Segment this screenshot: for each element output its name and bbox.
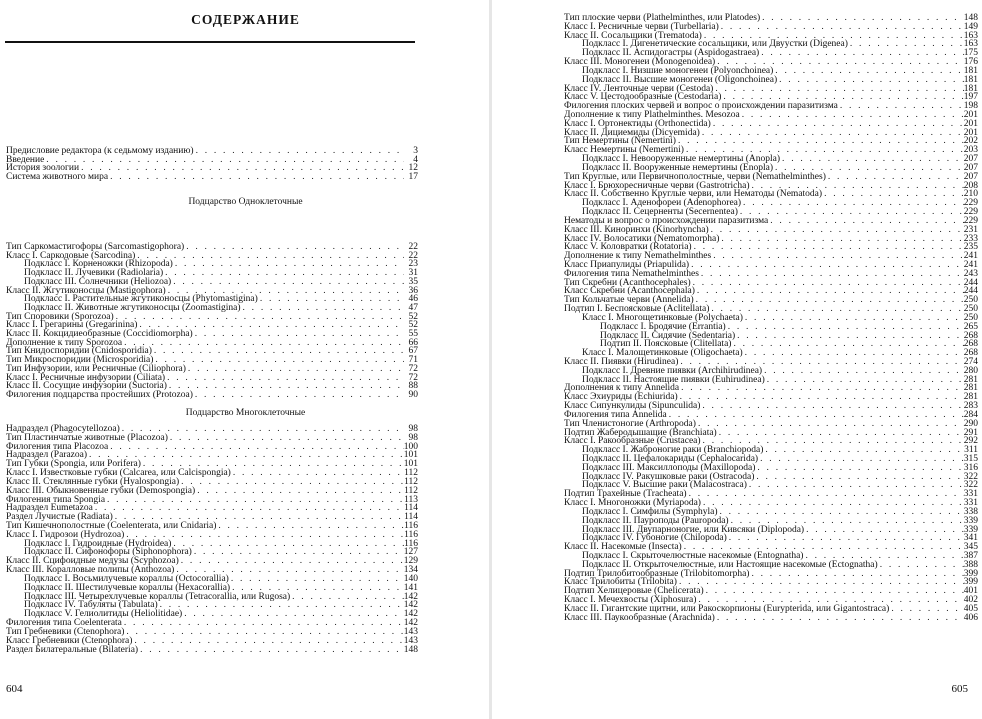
entry-title: Класс II. Насекомые (Insecta): [564, 542, 682, 553]
entry-title: Класс Приапулиды (Priapulida): [564, 259, 690, 270]
page-title: СОДЕРЖАНИЕ: [191, 12, 300, 27]
entry-page-number: 47: [408, 302, 418, 313]
entry-title: Подтип Трахейные (Tracheata): [564, 489, 687, 500]
entry-page-number: 35: [408, 276, 418, 287]
entry-title: Класс II. Стеклянные губки (Hyalospongia): [6, 476, 180, 487]
entry-page-number: 292: [963, 436, 978, 447]
entry-title: Тип Кишечнополостные (Coelenterata, или Cnidaria): [6, 521, 217, 532]
entry-title: Класс II. Жгутиконосцы (Mastigophora): [6, 285, 166, 296]
entry-title: Тип Членистоногие (Arthropoda): [564, 418, 696, 429]
entry-title: Класс IV. Волосатики (Nematomorpha): [564, 233, 720, 244]
entry-page-number: 345: [963, 542, 978, 553]
entry-page-number: 229: [963, 198, 978, 209]
entry-page-number: 402: [963, 595, 978, 606]
entry-page-number: 231: [963, 224, 978, 235]
entry-title: Класс Трилобиты (Trilobita): [564, 577, 677, 588]
entry-title: Тип Книдоспоридии (Cnidosporidia): [6, 346, 152, 357]
entry-title: Класс II. Сцифоидные медузы (Scyphozoa): [6, 556, 179, 567]
entry-title: Подкласс IV. Табуляты (Tabulata): [24, 600, 158, 611]
entry-page-number: 387: [963, 551, 978, 562]
entry-page-number: 280: [963, 365, 978, 376]
entry-page-number: 112: [404, 485, 418, 496]
entry-page-number: 229: [963, 207, 978, 218]
entry-title: Подкласс II. Настоящие пиявки (Euhirudinea): [582, 374, 765, 385]
entry-title: Класс Скребни (Acanthocephala): [564, 286, 695, 297]
entry-page-number: 114: [404, 503, 418, 514]
entry-page-number: 22: [408, 242, 418, 252]
entry-title: Подкласс I. Низшие моногенеи (Polyonchoinea): [582, 65, 774, 76]
entry-title: Класс Эхиуриды (Echiurida): [564, 392, 678, 403]
entry-page-number: 198: [963, 101, 978, 112]
entry-title: Класс I. Многощетинковые (Polychaeta): [582, 312, 743, 323]
entry-page-number: 201: [963, 127, 978, 138]
entry-page-number: 399: [963, 568, 978, 579]
entry-page-number: 339: [963, 515, 978, 526]
entry-page-number: 268: [963, 348, 978, 359]
entry-title: Введение: [6, 154, 45, 165]
entry-page-number: 143: [403, 635, 418, 646]
entry-page-number: 112: [404, 476, 418, 487]
dot-leader: [108, 172, 404, 182]
entry-page-number: 3: [413, 146, 418, 156]
entry-page-number: 142: [403, 591, 418, 602]
entry-page-number: 341: [963, 533, 978, 544]
entry-title: Подкласс IV. Ракушковые раки (Ostracoda): [582, 471, 755, 482]
entry-title: Класс I. Саркодовые (Sarcodina): [6, 250, 136, 261]
entry-page-number: 210: [963, 189, 978, 200]
entry-title: Подкласс I. Жаброногие раки (Branchiopoda): [582, 445, 764, 456]
entry-title: Надраздел (Phagocytellozoa): [6, 424, 120, 434]
entry-page-number: 250: [963, 312, 978, 323]
entry-title: Класс III. Паукообразные (Arachnida): [564, 612, 715, 623]
right-page: [491, 0, 982, 719]
entry-page-number: 281: [963, 383, 978, 394]
entry-title: Класс I. Грегарины (Gregarinina): [6, 320, 138, 331]
entry-title: Класс III. Киноринхи (Kinorhyncha): [564, 224, 709, 235]
entry-title: Подкласс III. Солнечники (Heliozoa): [24, 276, 172, 287]
entry-page-number: 406: [963, 612, 978, 623]
entry-title: Подкласс II. Вооруженные немертины (Enopla): [582, 162, 773, 173]
entry-page-number: 176: [963, 57, 978, 68]
entry-title: Класс I. Гидрозои (Hydrozoa): [6, 529, 125, 540]
entry-title: Филогения типа Spongia: [6, 494, 106, 505]
entry-page-number: 113: [404, 494, 418, 505]
entry-title: Класс I. Ортонектиды (Orthonectida): [564, 118, 711, 129]
entry-title: Класс I. Ресничные черви (Turbellaria): [564, 21, 719, 32]
entry-page-number: 22: [408, 250, 418, 261]
entry-page-number: 140: [403, 573, 418, 584]
entry-page-number: 90: [408, 389, 418, 400]
toc-entry: [6, 390, 418, 400]
entry-title: Тип Микроспоридии (Microsporidia): [6, 355, 154, 366]
entry-page-number: 235: [963, 242, 978, 253]
entry-page-number: 100: [403, 441, 418, 452]
entry-title: Филогения типа Placozoa: [6, 441, 109, 452]
entry-page-number: 148: [403, 644, 418, 655]
toc-entry: [564, 613, 978, 623]
entry-title: Подкласс I. Скрыточелюстные насекомые (Entognatha): [582, 551, 804, 562]
entry-page-number: 401: [963, 586, 978, 597]
entry-page-number: 207: [963, 171, 978, 182]
entry-title: Класс II. Сосальщики (Trematoda): [564, 30, 702, 41]
entry-title: Класс III. Обыкновенные губки (Demospongia): [6, 485, 196, 496]
entry-page-number: 283: [963, 401, 978, 412]
entry-page-number: 98: [408, 432, 418, 443]
entry-title: Тип плоские черви (Plathelminthes, или Platodes): [564, 13, 761, 23]
entry-title: Подкласс II. Шестилучевые кораллы (Hexacorallia): [24, 582, 231, 593]
entry-page-number: 116: [404, 538, 418, 549]
dot-leader: [138, 645, 404, 655]
entry-page-number: 405: [963, 603, 978, 614]
entry-page-number: 67: [408, 346, 418, 357]
entry-title: Филогения типа Coelenterata: [6, 618, 122, 629]
entry-title: Филогения типа Nemathelminthes: [564, 268, 699, 279]
entry-title: Подкласс II. Высшие моногенеи (Oligonchoinea): [582, 74, 778, 85]
entry-page-number: 201: [963, 110, 978, 121]
entry-page-number: 181: [963, 83, 978, 94]
entry-title: Подкласс III. Четырехлучевые кораллы (Tetracorallia, или Rugosa): [24, 591, 291, 602]
entry-page-number: 112: [404, 468, 418, 479]
entry-title: Подкласс III. Максиллоподы (Maxillopoda): [582, 462, 756, 473]
entry-page-number: 17: [408, 172, 418, 183]
entry-page-number: 175: [963, 48, 978, 59]
entry-title: Класс II. Сосущие инфузории (Suctoria): [6, 381, 167, 392]
entry-title: Класс V. Цестодообразные (Cestodaria): [564, 92, 722, 103]
entry-title: Подкласс V. Высшие раки (Malacostraca): [582, 480, 747, 491]
entry-title: Подкласс V. Гелиолитиды (Heliolitidae): [24, 609, 183, 620]
entry-title: Надраздел Eumetazoa: [6, 503, 93, 514]
entry-page-number: 52: [408, 320, 418, 331]
entry-title: Класс Сипункулиды (Sipunculida): [564, 401, 701, 412]
entry-title: Подкласс I. Бродячие (Errantia): [600, 321, 726, 332]
entry-title: Тип Споровики (Sporozoa): [6, 311, 114, 322]
entry-title: Подкласс I. Невооруженные немертины (Anopla): [582, 154, 781, 165]
entry-title: Подкласс I. Гидроидные (Hydroidea): [24, 538, 172, 549]
entry-title: Филогения подцарства простейших (Protozoa): [6, 389, 193, 400]
page-number-left: 604: [6, 683, 23, 695]
entry-page-number: 88: [408, 381, 418, 392]
entry-page-number: 142: [403, 618, 418, 629]
entry-page-number: 243: [963, 268, 978, 279]
entry-title: Тип Круглые, или Первичнополостные, черви (Nemathelminthes): [564, 171, 826, 182]
entry-page-number: 52: [408, 311, 418, 322]
entry-title: Тип Губки (Spongia, или Porifera): [6, 459, 141, 470]
entry-title: Подтип Хелицеровые (Chelicerata): [564, 586, 704, 597]
entry-page-number: 127: [403, 547, 418, 558]
dot-leader: [715, 613, 964, 623]
entry-title: Подкласс II. Пауроподы (Pauropoda): [582, 515, 729, 526]
entry-title: Класс III. Коралловые полипы (Anthozoa): [6, 565, 175, 576]
entry-title: Тип Саркомастигофоры (Sarcomastigophora): [6, 242, 185, 252]
entry-page-number: 281: [963, 374, 978, 385]
entry-page-number: 291: [963, 427, 978, 438]
section-title-multicellular: Подцарство Многоклеточные: [185, 408, 306, 418]
entry-title: Класс II. Гигантские щитни, или Ракоскорпионы (Eurypterida, или Gigantostraca): [564, 603, 890, 614]
entry-page-number: 290: [963, 418, 978, 429]
entry-title: Класс IV. Ленточные черви (Cestoda): [564, 83, 714, 94]
entry-title: Подкласс II. Сецерненты (Secernentea): [582, 207, 738, 218]
entry-title: Класс II. Собственно Круглые черви, или Нематоды (Nematoda): [564, 189, 823, 200]
entry-title: Подкласс III. Двупарноногие, или Кивсяки (Diplopoda): [582, 524, 805, 535]
entry-page-number: 101: [403, 459, 418, 470]
entry-page-number: 339: [963, 524, 978, 535]
entry-title: Раздел Лучистые (Radiata): [6, 512, 113, 523]
entry-title: Подкласс II. Лучевики (Radiolaria): [24, 268, 164, 279]
entry-page-number: 274: [963, 356, 978, 367]
entry-page-number: 241: [963, 251, 978, 262]
entry-title: Подтип I. Беспоясковые (Aclitellata): [564, 304, 710, 315]
entry-title: Тип Кольчатые черви (Annelida): [564, 295, 694, 306]
entry-title: Подтип II. Поясковые (Clitellata): [600, 339, 732, 350]
entry-page-number: 142: [403, 600, 418, 611]
entry-title: Класс V. Коловратки (Rotatoria): [564, 242, 692, 253]
entry-title: Подкласс I. Корненожки (Rhizopoda): [24, 259, 173, 270]
entry-page-number: 284: [963, 409, 978, 420]
page-number-right: 605: [951, 683, 968, 695]
entry-page-number: 12: [408, 163, 418, 174]
entry-page-number: 399: [963, 577, 978, 588]
entry-page-number: 265: [963, 321, 978, 332]
entry-page-number: 268: [963, 339, 978, 350]
entry-page-number: 250: [963, 304, 978, 315]
entry-page-number: 134: [403, 565, 418, 576]
entry-title: Класс II. Пиявки (Hirudinea): [564, 356, 679, 367]
entry-page-number: 244: [963, 277, 978, 288]
entry-page-number: 36: [408, 285, 418, 296]
entry-page-number: 72: [408, 363, 418, 374]
entry-page-number: 142: [403, 609, 418, 620]
entry-title: Класс I. Ракообразные (Crustacea): [564, 436, 701, 447]
entry-page-number: 244: [963, 286, 978, 297]
entry-page-number: 55: [408, 329, 418, 339]
entry-page-number: 129: [403, 556, 418, 567]
entry-page-number: 98: [408, 424, 418, 434]
entry-title: Дополнение к типу Nemathelminthes: [564, 251, 712, 262]
entry-page-number: 181: [963, 74, 978, 85]
entry-title: Подкласс I. Древние пиявки (Archihirudinea): [582, 365, 763, 376]
entry-title: Класс II. Дициемиды (Dicyemida): [564, 127, 700, 138]
entry-page-number: 233: [963, 233, 978, 244]
entry-page-number: 101: [403, 450, 418, 461]
entry-title: Подкласс II. Сифонофоры (Siphonophora): [24, 547, 192, 558]
entry-title: Надраздел (Parazoa): [6, 450, 88, 461]
entry-title: Класс III. Моногенеи (Monogenoidea): [564, 57, 716, 68]
entry-page-number: 202: [963, 136, 978, 147]
entry-title: Тип Инфузории, или Ресничные (Ciliophora): [6, 363, 186, 374]
entry-page-number: 163: [963, 30, 978, 41]
entry-title: Подтип Трилобитообразные (Trilobitomorpha): [564, 568, 750, 579]
entry-page-number: 143: [403, 626, 418, 637]
entry-page-number: 149: [963, 21, 978, 32]
entry-page-number: 116: [404, 529, 418, 540]
entry-title: Класс I. Многоножки (Myriapoda): [564, 498, 701, 509]
entry-title: Филогения типа Annelida: [564, 409, 667, 420]
entry-title: Нематоды и вопрос о происхождении паразитизма: [564, 215, 769, 226]
section-title-unicellular: Подцарство Одноклеточные: [188, 197, 303, 207]
entry-title: Подкласс I. Симфилы (Symphyla): [582, 506, 718, 517]
entry-title: Тип Немертины (Nemertini): [564, 136, 676, 147]
entry-page-number: 322: [963, 480, 978, 491]
entry-title: Дополнения к типу Annelida: [564, 383, 680, 394]
entry-title: Филогения плоских червей и вопрос о происхождении паразитизма: [564, 101, 838, 112]
entry-title: Тип Скребни (Acanthocephales): [564, 277, 691, 288]
entry-title: Подкласс II. Открыточелюстные, или Настоящие насекомые (Ectognatha): [582, 559, 878, 570]
entry-page-number: 31: [408, 268, 418, 279]
entry-title: Подкласс II. Аспидогастры (Aspidogastraea): [582, 48, 760, 59]
entry-page-number: 23: [408, 259, 418, 270]
toc-entry: [6, 172, 418, 182]
entry-title: Класс Гребневики (Ctenophora): [6, 635, 133, 646]
entry-page-number: 114: [404, 512, 418, 523]
entry-title: История зоологии: [6, 163, 80, 174]
entry-title: Подкласс II. Животные жгутиконосцы (Zoomastigina): [24, 302, 241, 313]
entry-page-number: 331: [963, 489, 978, 500]
entry-page-number: 207: [963, 162, 978, 173]
entry-title: Подтип Жаберодышащие (Branchiata): [564, 427, 717, 438]
entry-title: Класс I. Малощетинковые (Oligochaeta): [582, 348, 743, 359]
entry-title: Тип Гребневики (Ctenophora): [6, 626, 125, 637]
entry-page-number: 338: [963, 506, 978, 517]
entry-title: Класс II. Кокцидиеобразные (Coccidiomorpha): [6, 329, 193, 339]
entry-page-number: 197: [963, 92, 978, 103]
entry-page-number: 331: [963, 498, 978, 509]
entry-title: Класс Немертины (Nemertini): [564, 145, 684, 156]
entry-title: Подкласс I. Восьмилучевые кораллы (Octocorallia): [24, 573, 229, 584]
entry-title: Подкласс I. Дигенетические сосальщики, или Двуустки (Digenea): [582, 39, 848, 50]
entry-title: Класс I. Брюхоресничные черви (Gastrotricha): [564, 180, 750, 191]
entry-page-number: 322: [963, 471, 978, 482]
entry-page-number: 250: [963, 295, 978, 306]
entry-title: Предисловие редактора (к седьмому изданию): [6, 146, 194, 156]
entry-title: Раздел Билатеральные (Bilateria): [6, 644, 139, 655]
entry-page-number: 268: [963, 330, 978, 341]
entry-page-number: 148: [963, 13, 978, 23]
title-rule: [5, 41, 415, 43]
entry-page-number: 208: [963, 180, 978, 191]
entry-title: Дополнение к типу Sporozoa: [6, 337, 123, 348]
entry-page-number: 46: [408, 294, 418, 305]
entry-page-number: 388: [963, 559, 978, 570]
entry-page-number: 66: [408, 337, 418, 348]
toc-entry: [6, 645, 418, 655]
entry-page-number: 72: [408, 372, 418, 383]
entry-title: Подкласс I. Аденофореи (Adenophorea): [582, 198, 742, 209]
entry-title: Подкласс II. Цефалокариды (Cephalocarida): [582, 454, 759, 464]
entry-title: Дополнение к типу Plathelminthes. Mesozoa: [564, 110, 740, 121]
entry-title: Тип Пластинчатые животные (Placozoa): [6, 432, 168, 443]
entry-title: Класс I. Известковые губки (Calcarea, или Calcispongia): [6, 468, 231, 479]
entry-page-number: 201: [963, 118, 978, 129]
entry-page-number: 203: [963, 145, 978, 156]
entry-page-number: 241: [963, 259, 978, 270]
dot-leader: [193, 390, 404, 400]
entry-page-number: 281: [963, 392, 978, 403]
entry-page-number: 116: [404, 521, 418, 532]
entry-page-number: 229: [963, 215, 978, 226]
entry-page-number: 315: [963, 454, 978, 464]
entry-page-number: 316: [963, 462, 978, 473]
entry-title: Класс I. Ресничные инфузории (Ciliata): [6, 372, 166, 383]
entry-title: Подкласс I. Растительные жгутиконосцы (Phytomastigina): [24, 294, 258, 305]
entry-title: Система животного мира: [6, 172, 109, 183]
entry-page-number: 141: [403, 582, 418, 593]
entry-page-number: 311: [964, 445, 978, 456]
entry-title: Подкласс IV. Губоногие (Chilopoda): [582, 533, 727, 544]
entry-title: Подкласс II. Сидячие (Sedentaria): [600, 330, 736, 341]
entry-page-number: 4: [413, 154, 418, 165]
entry-page-number: 207: [963, 154, 978, 165]
entry-page-number: 71: [408, 355, 418, 366]
entry-title: Класс I. Мечехвосты (Xiphosura): [564, 595, 697, 606]
entry-page-number: 181: [963, 65, 978, 76]
entry-page-number: 163: [963, 39, 978, 50]
